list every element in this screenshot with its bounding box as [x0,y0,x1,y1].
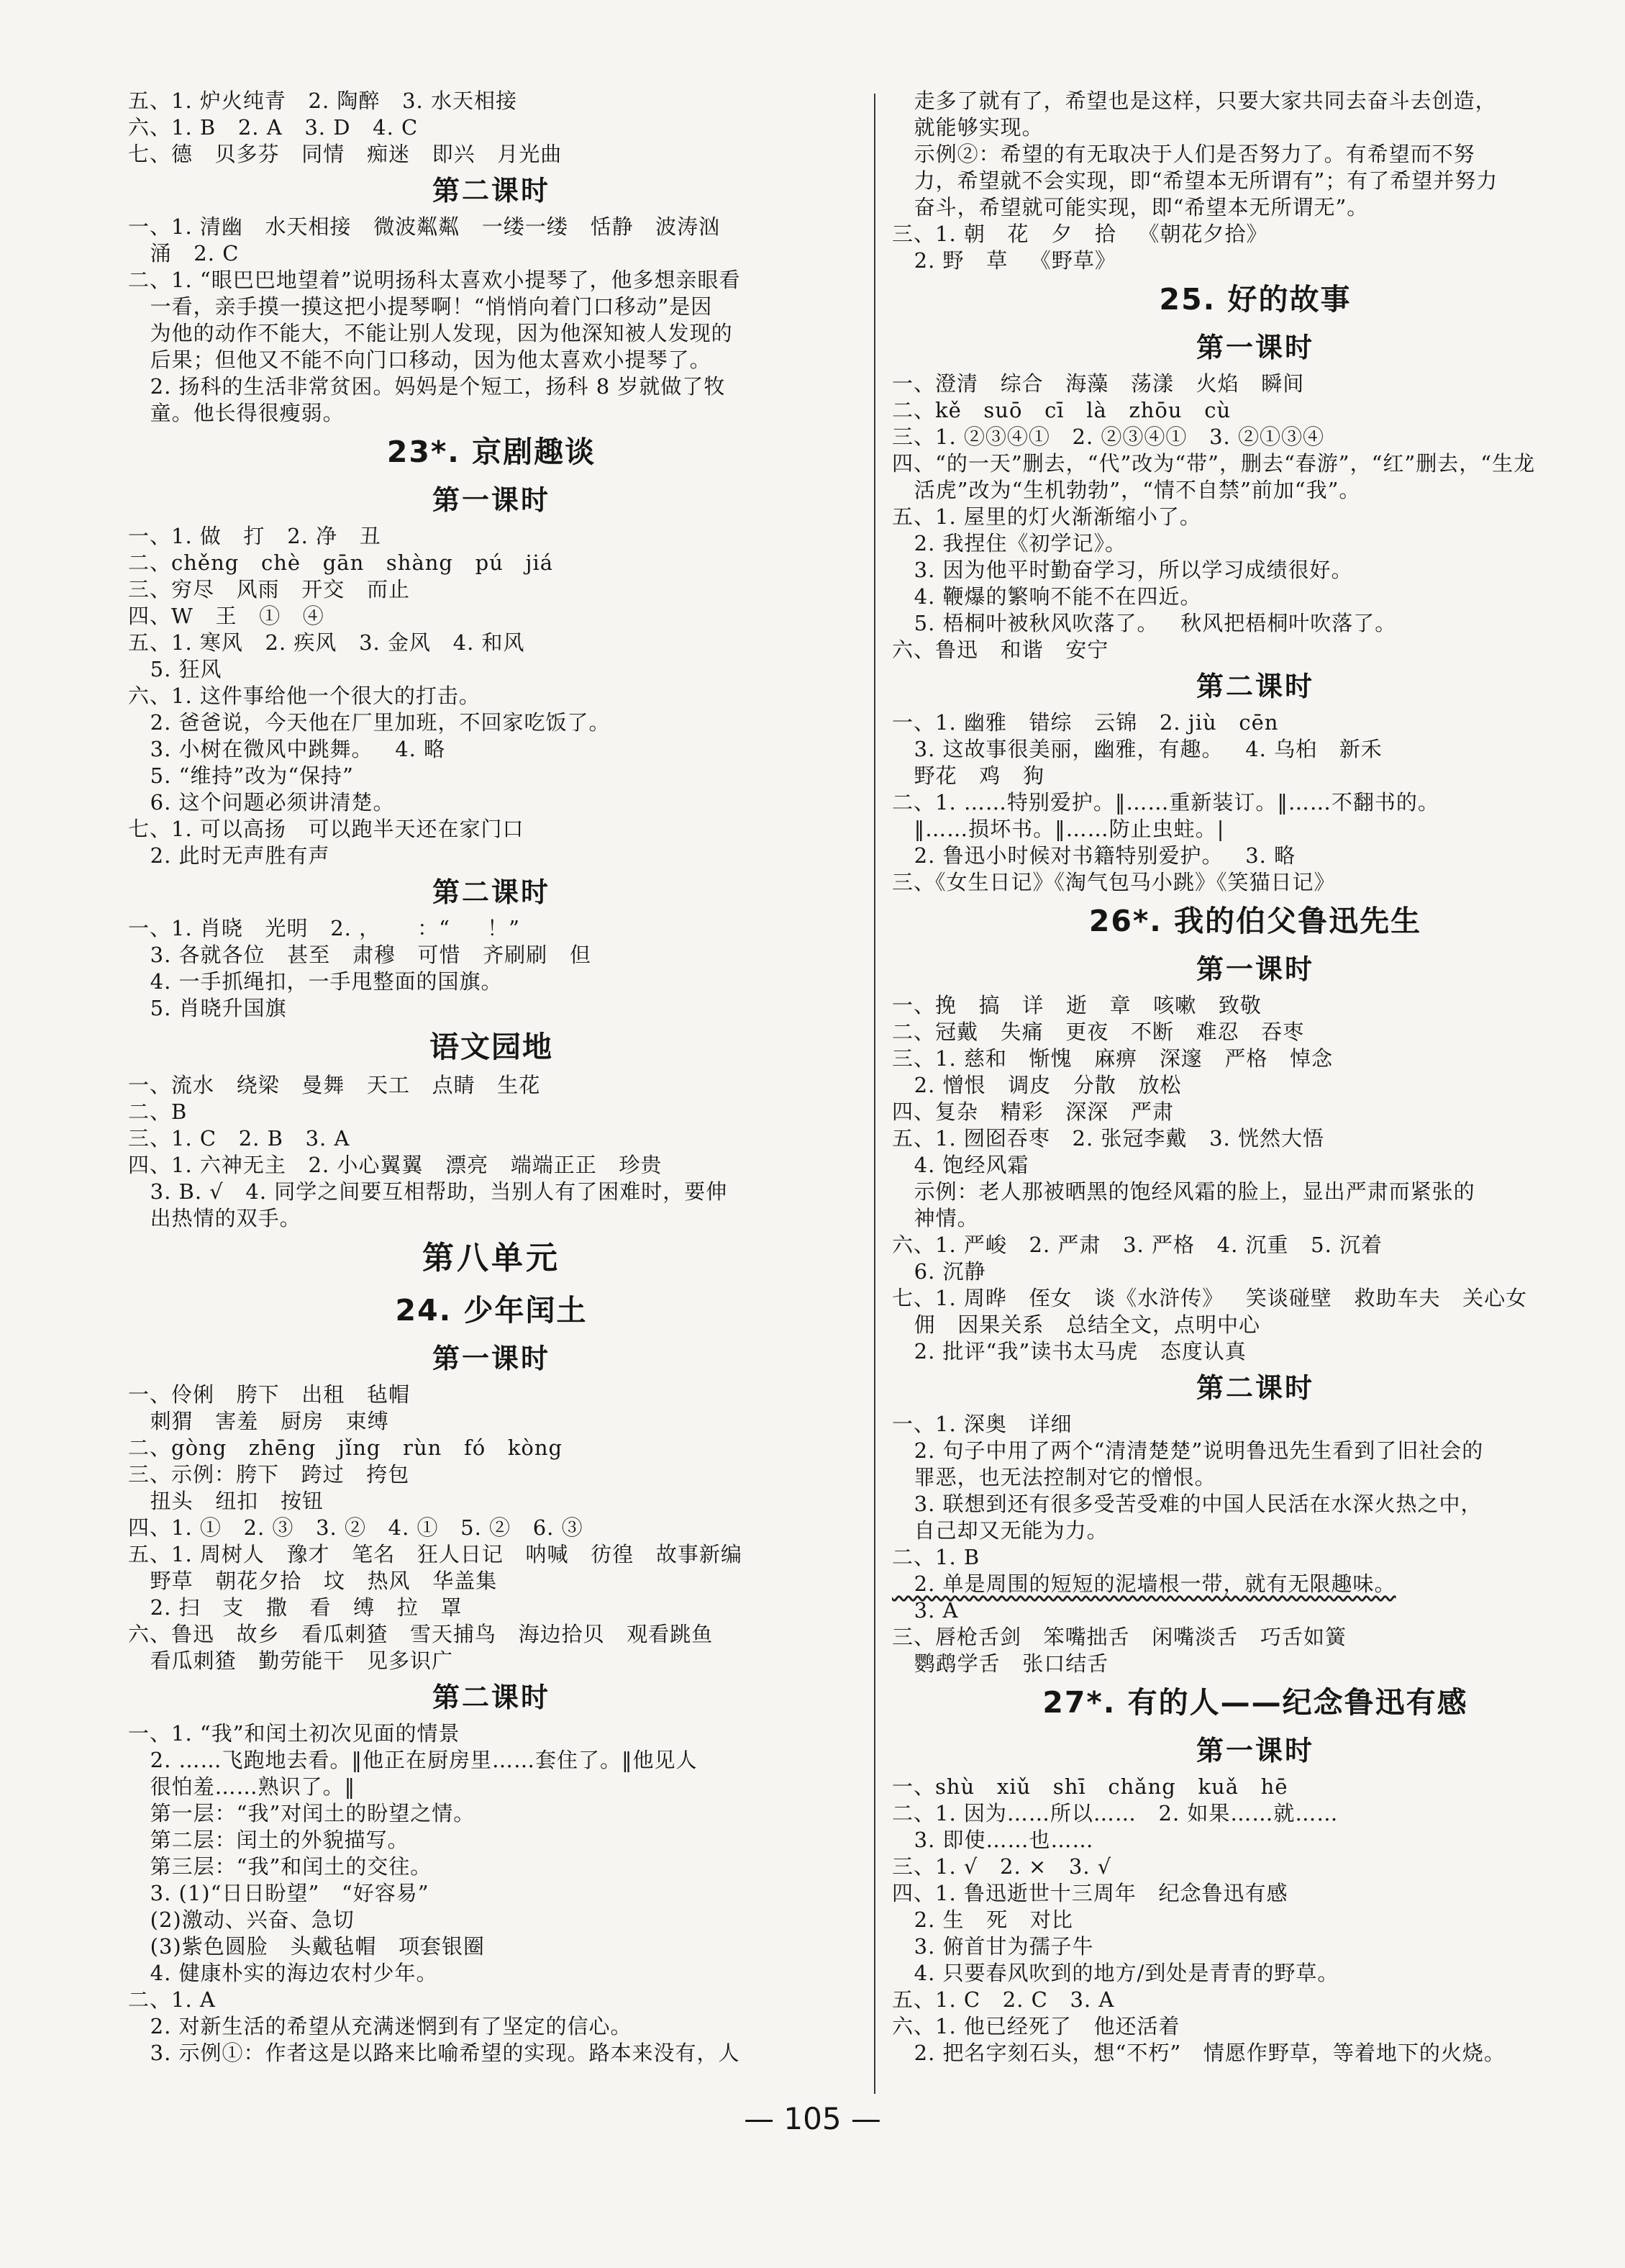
answer-line: 二、gòng zhēng jǐng rùn fó kòng [128,1435,563,1460]
answer-line: 2. 扬科的生活非常贫困。妈妈是个短工，扬科 8 岁就做了牧 [128,374,726,399]
lesson-title: 语文园地 [429,1030,553,1064]
period-heading: 第二课时 [1196,671,1314,702]
period-heading: 第一课时 [1196,332,1314,363]
answer-line: 4. 饱经风霜 [892,1153,1029,1177]
answer-line: 一、1. 肖晓 光明 2. ， ：“ ！” [128,916,520,940]
answer-line: 4. 只要春风吹到的地方/到处是青青的野草。 [892,1961,1339,1985]
answer-line: 4. 健康朴实的海边农村少年。 [128,1961,438,1985]
answer-line: 力，希望就不会实现，即“希望本无所谓有”；有了希望并努力 [892,168,1498,193]
answer-line: 2. 句子中用了两个“清清楚楚”说明鲁迅先生看到了旧社会的 [892,1438,1484,1463]
answer-line: 一、1. “我”和闰土初次见面的情景 [128,1721,460,1746]
answer-line: 鹦鹉学舌 张口结舌 [892,1651,1109,1676]
answer-line: 三、1. √ 2. × 3. √ [892,1854,1112,1879]
answer-line: 2. 批评“我”读书太马虎 态度认真 [892,1339,1247,1364]
answer-line: 为他的动作不能大，不能让别人发现，因为他深知被人发现的 [128,321,733,345]
answer-line: 5. 梧桐叶被秋风吹落了。 秋风把梧桐叶吹落了。 [892,611,1397,635]
answer-line: 二、1. B [892,1545,980,1569]
answer-line: 2. 野 草 《野草》 [892,248,1116,273]
answer-line: 七、1. 可以高扬 可以跑半天还在家门口 [128,817,524,841]
answer-line: 二、B [128,1099,188,1124]
answer-line: 五、1. 周树人 豫才 笔名 狂人日记 呐喊 彷徨 故事新编 [128,1542,742,1566]
answer-line: (2)激动、兴奋、急切 [128,1908,355,1932]
answer-line: 2. 扫 支 撒 看 缚 拉 罩 [128,1595,463,1620]
answer-line: 二、1. A [128,1987,216,2012]
answer-line: 野花 鸡 狗 [892,763,1044,788]
lesson-title: 26*. 我的伯父鲁迅先生 [1088,904,1422,938]
answer-line: 四、1. 六神无主 2. 小心翼翼 漂亮 端端正正 珍贵 [128,1153,663,1177]
answer-line: 二、kě suō cī là zhōu cù [892,398,1232,422]
answer-line: 三、1. 慈和 惭愧 麻痹 深邃 严格 悼念 [892,1046,1334,1071]
answer-line: 3. 示例①：作者这是以路来比喻希望的实现。路本来没有，人 [128,2041,740,2065]
answer-line: 2. 把名字刻石头，想“不朽” 情愿作野草，等着地下的火烧。 [892,2041,1506,2065]
answer-line: 刺猬 害羞 厨房 束缚 [128,1409,389,1433]
answer-line: 罪恶，也无法控制对它的憎恨。 [892,1465,1216,1489]
unit-title: 第八单元 [422,1240,560,1276]
right-column [892,88,1619,2067]
answer-line: 走多了就有了，希望也是这样，只要大家共同去奋斗去创造， [892,89,1497,113]
answer-line: 3. 即使……也…… [892,1828,1094,1852]
answer-line: 三、穷尽 风雨 开交 而止 [128,577,410,602]
answer-line: 一看，亲手摸一摸这把小提琴啊！“悄悄向着门口移动”是因 [128,294,713,319]
answer-line: 一、shù xiǔ shī chǎng kuǎ hē [892,1774,1288,1799]
answer-line: 3. B. √ 4. 同学之间要互相帮助，当别人有了困难时，要伸 [128,1179,728,1204]
answer-line: 五、1. 囫囵吞枣 2. 张冠李戴 3. 恍然大悟 [892,1126,1324,1151]
answer-line: 二、1. 因为……所以…… 2. 如果……就…… [892,1801,1339,1825]
answer-line: 四、1. 鲁迅逝世十三周年 纪念鲁迅有感 [892,1881,1288,1905]
lesson-title: 23*. 京剧趣谈 [386,435,596,469]
lesson-title: 25. 好的故事 [1159,282,1352,317]
lesson-title: 27*. 有的人——纪念鲁迅有感 [1042,1685,1468,1720]
answer-line: 3. 各就各位 甚至 肃穆 可惜 齐刷刷 但 [128,943,591,967]
answer-line: 很怕羞……熟识了。‖ [128,1774,356,1799]
answer-line: 5. 肖晓升国旗 [128,996,287,1020]
period-heading: 第二课时 [1196,1372,1314,1404]
period-heading: 第一课时 [1196,953,1314,985]
answer-line: 二、chěng chè gān shàng pú jiá [128,550,554,575]
answer-line: 一、流水 绕梁 曼舞 天工 点睛 生花 [128,1073,541,1097]
answer-line: 二、冠戴 失痛 更夜 不断 难忍 吞枣 [892,1020,1305,1044]
answer-line: 三、1. ②③④① 2. ②③④① 3. ②①③④ [892,425,1324,449]
answer-line: 2. 此时无声胜有声 [128,843,330,868]
answer-line: 涌 2. C [128,241,240,266]
answer-line: 6. 沉静 [892,1259,986,1284]
answer-line: 一、伶俐 胯下 出租 毡帽 [128,1382,410,1407]
answer-line: 3. 因为他平时勤奋学习，所以学习成绩很好。 [892,558,1353,582]
answer-line: 就能够实现。 [892,115,1044,140]
period-heading: 第二课时 [432,1682,550,1713]
answer-line: 5. 狂风 [128,657,222,681]
answer-line: 二、1. ……特别爱护。‖……重新装订。‖……不翻书的。 [892,790,1439,815]
answer-line: ‖……损坏书。‖……防止虫蛀。| [892,817,1225,841]
answer-line: 自己却又无能为力。 [892,1518,1109,1543]
column-divider [874,94,875,2094]
answer-line: 5. “维持”改为“保持” [128,763,354,788]
answer-line: 五、1. 屋里的灯火渐渐缩小了。 [892,504,1201,529]
period-heading: 第一课时 [1196,1735,1314,1766]
answer-line: 看瓜刺猹 勤劳能干 见多识广 [128,1648,453,1673]
period-heading: 第二课时 [432,175,550,207]
answer-line: 示例②：希望的有无取决于人们是否努力了。有希望而不努 [892,142,1475,166]
answer-line: 六、1. 严峻 2. 严肃 3. 严格 4. 沉重 5. 沉着 [892,1233,1383,1257]
answer-line: 六、1. B 2. A 3. D 4. C [128,115,419,140]
answer-line: 六、鲁迅 故乡 看瓜刺猹 雪天捕鸟 海边拾贝 观看跳鱼 [128,1622,714,1646]
answer-line: 野草 朝花夕拾 坟 热风 华盖集 [128,1569,498,1593]
answer-line: 4. 一手抓绳扣，一手甩整面的国旗。 [128,969,503,994]
answer-line: 四、W 王 ① ④ [128,604,324,628]
answer-line: 6. 这个问题必须讲清楚。 [128,790,395,815]
answer-line: 三、1. 朝 花 夕 拾 《朝花夕拾》 [892,222,1268,246]
answer-line: 三、示例：胯下 跨过 挎包 [128,1462,410,1487]
answer-line: 2. 憎恨 调皮 分散 放松 [892,1073,1182,1097]
answer-line: 佣 因果关系 总结全文，点明中心 [892,1312,1260,1337]
lesson-title: 24. 少年闰土 [395,1293,588,1328]
answer-line: 第三层：“我”和闰土的交往。 [128,1854,432,1879]
answer-line: 4. 鞭爆的繁响不能不在四近。 [892,584,1202,609]
answer-line: 3. 这故事很美丽，幽雅，有趣。 4. 乌桕 新禾 [892,737,1383,761]
answer-line: 2. 爸爸说，今天他在厂里加班，不回家吃饭了。 [128,710,611,735]
answer-line: (3)紫色圆脸 头戴毡帽 项套银圈 [128,1934,486,1959]
answer-line: 3. 联想到还有很多受苦受难的中国人民活在水深火热之中， [892,1492,1483,1516]
answer-line: 扭头 纽扣 按钮 [128,1489,324,1513]
answer-line: 3. 俯首甘为孺子牛 [892,1934,1094,1959]
answer-line: 第二层：闰土的外貌描写。 [128,1828,409,1852]
answer-line: 一、1. 做 打 2. 净 丑 [128,524,381,548]
answer-line: 五、1. 炉火纯青 2. 陶醉 3. 水天相接 [128,89,517,113]
period-heading: 第一课时 [432,484,550,516]
answer-line: 一、1. 幽雅 错综 云锦 2. jiù cēn [892,710,1279,735]
answer-line: 五、1. C 2. C 3. A [892,1987,1115,2012]
answer-line: 七、德 贝多芬 同情 痴迷 即兴 月光曲 [128,142,563,166]
page-number: — 105 — [744,2101,881,2136]
answer-line: 2. ……飞跑地去看。‖他正在厨房里……套住了。‖他见人 [128,1748,698,1772]
answer-line: 童。他长得很瘦弱。 [128,401,345,425]
answer-line: 3. A [892,1598,959,1623]
answer-line: 四、复杂 精彩 深深 严肃 [892,1099,1174,1124]
answer-line: 六、鲁迅 和谐 安宁 [892,638,1109,662]
answer-line: 2. 单是周围的短短的泥墙根一带，就有无限趣味。 [892,1571,1396,1596]
answer-line: 四、1. ① 2. ③ 3. ② 4. ① 5. ② 6. ③ [128,1515,583,1540]
left-column [128,88,855,2067]
answer-line: 神情。 [892,1206,979,1230]
answer-line: 活虎”改为“生机勃勃”，“情不自禁”前加“我”。 [892,478,1361,502]
answer-line: 第一层：“我”对闰土的盼望之情。 [128,1801,475,1825]
answer-line: 示例：老人那被晒黑的饱经风霜的脸上，显出严肃而紧张的 [892,1179,1475,1204]
answer-line: 三、《女生日记》《淘气包马小跳》《笑猫日记》 [892,870,1336,894]
answer-line: 2. 生 死 对比 [892,1908,1073,1932]
answer-line: 奋斗，希望就可能实现，即“希望本无所谓无”。 [892,195,1369,219]
answer-line: 六、1. 他已经死了 他还活着 [892,2014,1180,2038]
answer-line: 2. 对新生活的希望从充满迷惘到有了坚定的信心。 [128,2014,632,2038]
answer-line: 后果；但他又不能不向门口移动，因为他太喜欢小提琴了。 [128,348,711,372]
answer-line: 出热情的双手。 [128,1206,301,1230]
answer-line: 3. 小树在微风中跳舞。 4. 略 [128,737,446,761]
answer-line: 2. 我捏住《初学记》。 [892,531,1127,555]
answer-line: 三、1. C 2. B 3. A [128,1126,350,1151]
answer-line: 五、1. 寒风 2. 疾风 3. 金风 4. 和风 [128,630,525,655]
period-heading: 第二课时 [432,876,550,908]
answer-line: 四、“的一天”删去，“代”改为“带”，删去“春游”，“红”删去，“生龙 [892,451,1536,476]
answer-line: 三、唇枪舌剑 笨嘴拙舌 闲嘴淡舌 巧舌如簧 [892,1625,1347,1649]
answer-line: 六、1. 这件事给他一个很大的打击。 [128,684,481,708]
answer-line: 3. (1)“日日盼望” “好容易” [128,1881,429,1905]
answer-line: 一、1. 深奥 详细 [892,1412,1073,1436]
answer-line: 一、澄清 综合 海藻 荡漾 火焰 瞬间 [892,371,1305,396]
answer-line: 一、1. 清幽 水天相接 微波粼粼 一缕一缕 恬静 波涛汹 [128,214,721,239]
answer-line: 一、挽 搞 详 逝 章 咳嗽 致敬 [892,993,1262,1017]
answer-line: 二、1. “眼巴巴地望着”说明扬科太喜欢小提琴了，他多想亲眼看 [128,268,741,292]
answer-line: 七、1. 周晔 侄女 谈《水浒传》 笑谈碰壁 救助车夫 关心女 [892,1286,1528,1310]
answer-line: 2. 鲁迅小时候对书籍特别爱护。 3. 略 [892,843,1296,868]
period-heading: 第一课时 [432,1343,550,1374]
